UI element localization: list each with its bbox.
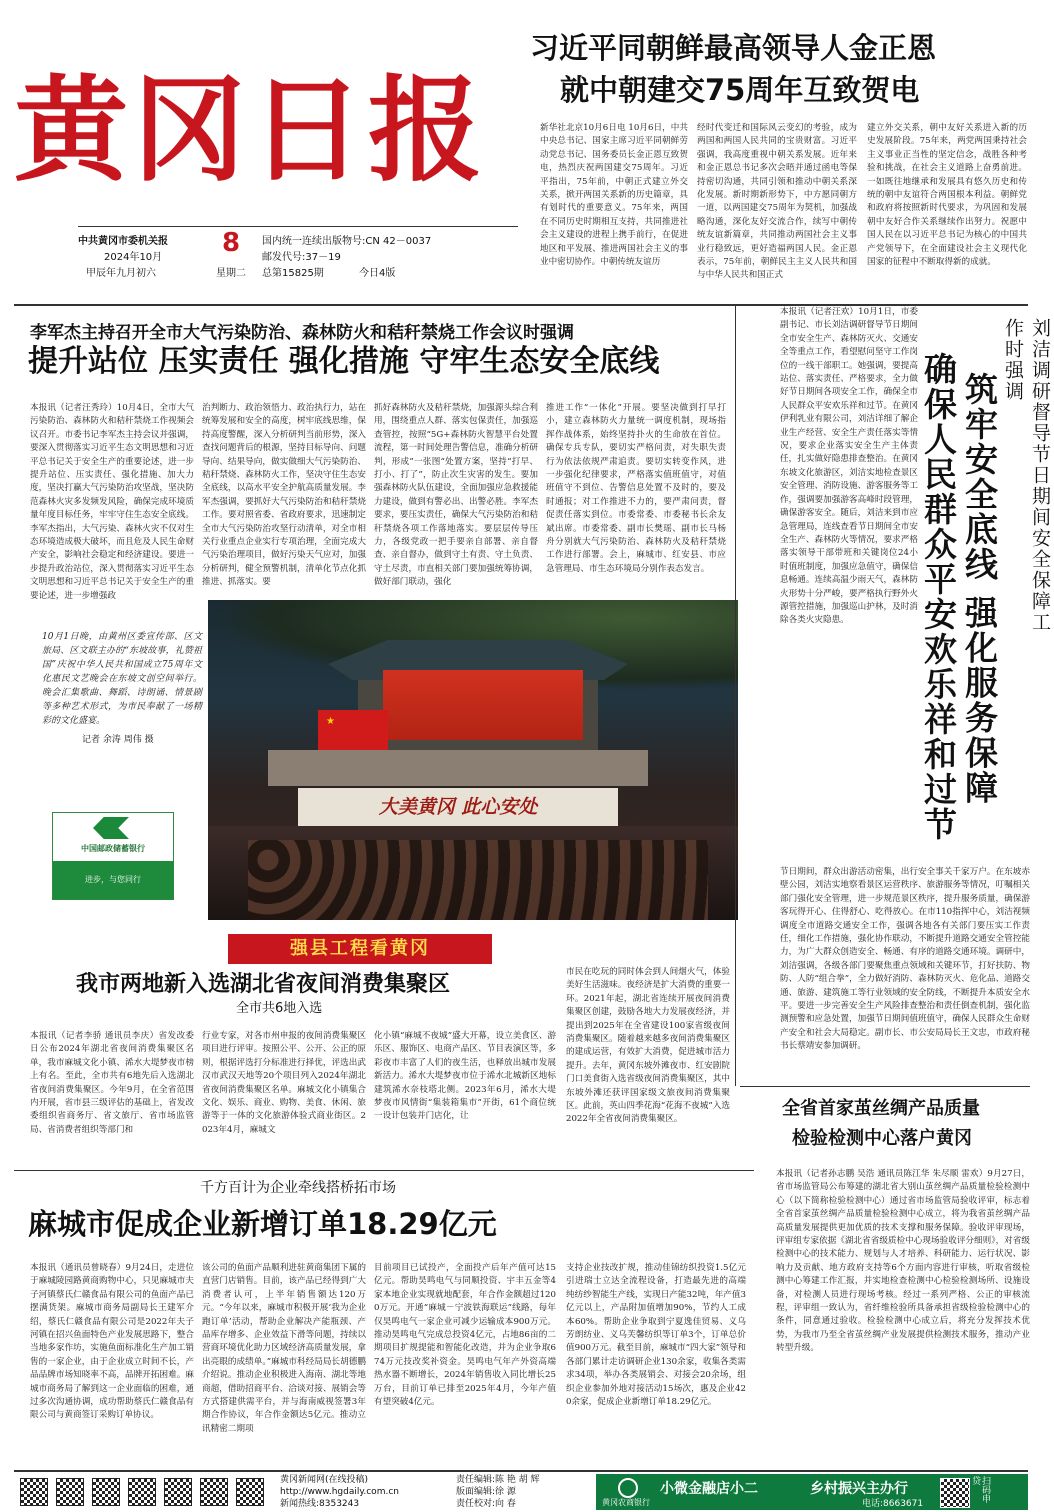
right-headline-2: 确保人民群众平安欢乐祥和过节 [919,352,958,842]
ad-slogan-2: 乡村振兴主办行 [810,1481,908,1497]
bottom-col-4: 支持企业技改扩规，推动佳锦纺织投资1.5亿元引进瑞士立达全流程设备，打造最先进的高端纯纺纱智能生产线，实现日产能32吨，年产值3亿元以上，产品附加值增加90%，节约人工成本60%。帮助企业争取到宁夏逸佳贸易、义乌芳朗纺业、义乌芙馨纺织等订单3个，订单总价值900万元。截至目前，麻城市“四大家”领导和各部门累计走访调研企业130余家，收集各类需求34项，举办各类展销会、对接会20余场，组织企业参加外地对接活动15场次，惠及企业420余家，促成企业新增订单18.29亿元。 [566,1263,746,1408]
right-headline-1: 筑牢安全底线 强化服务保障 [960,372,999,806]
rural-bank-name: 黄冈农商银行 [602,1498,650,1507]
photo-caption: 10月1日晚，由黄州区委宣传部、区文旅局、区文联主办的“东坡故事，礼赞祖国”庆祝中华人民共和国成立75周年文化惠民文艺晚会在东坡文创空间举行。晚会汇集歌曲、舞蹈、诗朗诵、情景剧等多种艺术形式，为市民奉献了一场精彩的文化盛宴。 [42,632,202,726]
masthead-title: 黄冈日报 [14,63,487,197]
top-story-headline-2: 就中朝建交75周年互致贺电 [560,73,920,107]
consumption-col-4: 市民在吃玩的同时体会到人间烟火气，体验美好生活滋味。夜经济是扩大消费的重要一环。2021年起，湖北省连续开展夜间消费集聚区创建，鼓励各地大力发展夜经济，并提出到2025年在全省建设100家省级夜间消费集聚区。随着越来越多夜间消费集聚区的建成运营，有效扩大消费，促进城市活力提升。去年，黄冈东坡外滩夜市、红安剧院门口美食街入选省级夜间消费集聚区，其中东坡外滩还获评国家级文旅夜间消费集聚区。此前，英山四季花海“花海不夜城”入选2022年全省夜间消费集聚区。 [566,967,730,1125]
total-issue: 总第15825期 [262,268,324,279]
footer-proof-editor: 责任校对:向 春 [456,1499,516,1509]
day-number: 8 [222,228,241,258]
bottom-col-1: 本报讯（通讯员曾晓春）9月24日，走进位于麻城陵园路黄商购物中心，只见麻城市夫子河镇蔡氏仁赣食品有限公司的鱼面产品已摆满货架。麻城市商务局副局长王建军介绍，蔡氏仁赣食品有限公司是2022年夫子河镇在招兴鱼面特色产业发展思路下，整合当地多家作坊，实施鱼面标准化生产加工销售的一家企业，由于企业成立时间不长，产品品牌市场知晓率不高，品牌开拓困难。麻城市商务局了解到这一企业面临的困难，通过多次沟通协调，成功帮助蔡氏仁赣食品有限公司与黄商签订采购订单协议。 [30,1263,194,1421]
ad-qr-label: 扫码申贷 [970,1476,990,1503]
edition-count: 今日4版 [359,268,396,279]
lead-kicker: 李军杰主持召开全市大气污染防治、森林防火和秸秆禁烧工作会议时强调 [30,323,574,343]
date-line: 2024年10月 [104,252,163,263]
consumption-headline: 我市两地新入选湖北省夜间消费集聚区 [76,972,451,997]
top-story-col-1: 新华社北京10月6日电 10月6日，中共中央总书记、国家主席习近平同朝鲜劳动党总书记、国务委员长金正恩互致贺电，热烈庆祝两国建交75周年。习近平指出，75年前，中朝正式建立外交关系，掀开两国关系新的历史篇章，具有划时代的重要意义。75年来，两国在不同历史时期相互支持，共同推进社会主义建设的进程上携手前行，在促进地区和平发展、推进两国社会主义的事业中密切协作。中朝传统友谊历 [540,123,688,268]
silk-headline-1: 全省首家茧丝绸产品质量 [782,1098,980,1119]
qr-code-icon [164,1478,192,1506]
ad-slogan-1: 小微金融店小二 [660,1481,758,1497]
top-story-col-3: 建立外交关系，朝中友好关系进入新的历史发展阶段。75年来，两党两国秉持社会主义事业正当性的坚定信念，战胜各种考验和挑战，在社会主义道路上奋勇前进。一如既往地继承和发展具有悠久历史和传统的朝中友谊符合两国根本利益。朝鲜党和政府将按照新时代要求，为巩固和发展朝中友好合作关系继续作出努力。祝愿中国人民在以习近平总书记为核心的中国共产党领导下，在全面建设社会主义现代化国家的征程中不断取得新的成就。 [867,123,1027,268]
bottom-col-3: 目前项目已试投产，全面投产后年产值可达15亿元。帮助昊鸣电气与同顺投资、宇丰五金等4家本地企业实现就地配套，年合作金额超过1200万元。开通“麻城－宁波铁海联运”线路，每年仅昊鸣电气一家企业可减少运输成本900万元。推动昊鸣电气完成总投资4亿元，占地86亩的二期项目扩规提能和智能化改造，并为企业争取674万元技改奖补资金。昊鸣电气年产外资高端热水器不断增长，2024年销售收入同比增长25万台，目前订单已排至2025年4月，今年产值有望突破4亿元。 [374,1263,556,1408]
consumption-col-3: 化小镇“麻城不夜城”盛大开幕，设立美食区、游乐区、服饰区、电商产品区、节目表演区等，多彩夜市丰富了人们的夜生活，也释放出城市发展新活力。浠水大堤梦夜市位于浠水北城新区地标建筑浠水奈枝塔北侧。2023年6月，浠水大堤梦夜市风情街“集装箱集市”开街，61个商位统一设计包装并门店化，让 [374,1031,556,1122]
footer-chief-editor: 责任编辑:陈 艳 胡 辉 [456,1475,540,1485]
consumption-subhead: 全市共6地入选 [236,1001,323,1016]
bottom-headline: 麻城市促成企业新增订单18.29亿元 [28,1207,497,1241]
consumption-col-1: 本报讯（记者李骄 通讯员李庆）省发改委日公布2024年湖北省夜间消费集聚区名单，我市麻城文化小镇、浠水大堤梦夜市榜上有名。至此，全市共有6地先后入选湖北省夜间消费集聚区。今年9月，在全省范围内开展，省市县三级评估的基础上，省发改委组织省商务厅、省文旅厅、省市场监管局、省消费者组织等部门和 [30,1031,194,1135]
rural-bank-ad [596,1474,1028,1510]
footer-layout-editor: 版面编辑:徐 源 [456,1487,516,1497]
qr-code-icon [128,1478,156,1506]
postal-bank-slogan: 进步，与您同行 [53,861,173,899]
lead-headline: 提升站位 压实责任 强化措施 守牢生态安全底线 [28,344,660,379]
footer-website[interactable]: http://www.hgdaily.com.cn [280,1487,399,1497]
right-story-col-2: 节日期间，群众出游活动密集，出行安全事关千家万户。在东坡赤壁公园，刘洁实地察看景区运营秩序、旅游服务等情况，叮嘱相关部门强化安全管理，进一步规范景区秩序，提升服务质量，确保游客玩得开心、住得舒心、吃得放心。在市110指挥中心，刘洁视频调度全市道路交通安全工作，强调各地各有关部门要压实工作责任，细化工作措施，强化协作联动，不断提升道路交通安全管控能力，为广大群众创造安全、畅通、有序的道路交通环境。调研中，刘洁强调，各级各部门要聚焦重点领域和关键环节，打好扶防、物防、人防“组合拳”，全力做好消防、森林防灭火、危化品、道路交通、旅游、建筑施工等行业领域的安全防线，不断提升本质安全水平。要进一步完善安全生产风险排查整治和责任倒查机制，强化监测预警和应急处置，加强节日期间值班值守，确保人民群众生命财产安全和社会大局稳定。副市长、市公安局局长王文忠，市政府秘书长蔡靖安参加调研。 [780,867,1030,1052]
lead-col-3: 抓好森林防火及秸秆禁烧，加强源头综合利用，围绕重点人群、落实包保责任，加强巡查管控，按照“5G+森林防火智慧平台处置流程，第一时间处理告警信息，准确分析研判，形成”一张图“处置方案，坚持“打早、打小、打了”，防止次生灾害的发生。要加强森林防火队伍建设，全面加强应急救援能力建设，做到有警必出、出警必胜。李军杰要求，要压实责任，确保大气污染防治和秸秆禁烧各项工作落地落实。要层层传导压力，各级党政一把手要亲自部署、亲自督查、亲自督办，做到守土有责、守土负责、守土尽责，市直相关部门要加强统筹协调，做好部门联动，强化 [374,403,538,588]
qr-code-icon [236,1478,264,1506]
bottom-col-2: 该公司的鱼面产品顺利进驻黄商集团下属的直营门店销售。目前，该产品已经得到广大消费者认可，上半年销售额达120万元。“今年以来，麻城市积极开展‘我为企业跑订单’活动，帮助企业解决产能瓶颈、产品库存增多、企业效益下滑等问题，持续以营商环境优化助力区域经济高质量发展，拿出亮眼的成绩单。”麻城市科经局局长胡德鹏介绍说。推动企业积极进入海南、湖北等地商超，借助招商平台、洽谈对接、展销会等方式搭建供需平台，并与海南威视签署3年期合作协议，年合作金额达5亿元。推动立讯精密二期项 [202,1263,366,1434]
bottom-kicker: 千方百计为企业牵线搭桥拓市场 [200,1180,396,1196]
ad-qr-code-icon [940,1478,970,1508]
lunar-date: 甲辰年九月初六 [86,268,156,279]
rural-bank-logo-icon [618,1478,638,1498]
lead-col-1: 本报讯（记者汪秀玲）10月4日，全市大气污染防治、森林防火和秸秆禁烧工作视频会议召开。市委书记李军杰主持会议并强调，要深入贯彻落实习近平生态文明思想和习近平总书记关于安全生产的重要论述，进一步提升站位、压实责任、强化措施、加大力度，坚决打赢大气污染防治攻坚战，坚决防范森林火灾多发频发风险，确保完成环境质量年度目标任务，牢牢守住生态安全底线。李军杰指出，大气污染、森林火灾不仅对生态环境造成极大破坏，而且危及人民生命财产安全，影响社会稳定和经济建设。要进一步提升政治站位，深入贯彻落实习近平生态文明思想和习近平总书记关于安全生产的重要论述，进一步增强政 [30,403,194,601]
postal-bank-logo-icon [93,817,129,839]
qr-code-icon [92,1478,120,1506]
qr-code-icon [20,1478,48,1506]
section-banner-label: 强县工程看黄冈 [290,938,430,959]
stage-banner: 大美黄冈 此心安处 [298,788,618,826]
lead-col-2: 治判断力、政治领悟力、政治执行力，站在统筹发展和安全的高度，树牢底线思维，保持高度警醒，深入分析研判当前形势，深入查找问题背后的根源，坚持目标导向、问题导向、结果导向，做实做细大气污染防治、秸秆禁烧、森林防火工作，坚决守住生态安全底线，以高水平安全护航高质量发展。李军杰强调，要抓好大气污染防治和秸秆禁烧工作。要对照省委、省政府要求，迅速制定全市大气污染防治攻坚行动清单，对全市相关行业重点企业实行专项治理，全面完成大气污染治理项目，做好污染天气应对，加强分析研判，健全预警机制，清单化节点化抓推进、抓落实。要 [202,403,366,588]
concert-photo: ★ 大美黄冈 此心安处 [208,600,738,920]
footer-left-qr-icons [20,1476,270,1508]
silk-headline-2: 检验检测中心落户黄冈 [792,1128,972,1149]
right-story-col-1: 本报讯（记者汪欢）10月1日，市委副书记、市长刘洁调研督导节日期间全市安全生产、森林防灭火、交通安全等重点工作，看望慰问坚守工作岗位的一线干部职工。她强调，要提高站位、落实责任、严格要求，全力做好节日期间各项安全工作，确保全市人民群众平安欢乐祥和过节。在黄冈伊利乳业有限公司，刘洁详细了解企业生产经营、安全生产责任落实等情况，要求企业落实安全生产主体责任，扎实做好隐患排查整治。在黄冈东坡文化旅游区，刘洁实地检查景区安全管理、消防设施、游客服务等工作，强调要加强游客高峰时段管理，确保游客安全。随后，刘洁来到市应急管理局，连线查看节日期间全市安全生产、森林防火等情况，要求严格落实领导干部带班和关键岗位24小时值班制度，加强应急值守，确保信息畅通。连续高温少雨天气，森林防火形势十分严峻，要严格执行野外火源管控措施，加强巡山护林，及时消除各类火灾隐患。 [780,307,918,626]
weekday: 星期二 [216,268,246,279]
footer-hotline: 新闻热线:8353243 [280,1499,360,1509]
top-story-headline-1: 习近平同朝鲜最高领导人金正恩 [530,31,937,65]
footer-network-label: 黄冈新闻网(在线投稿) [280,1475,369,1485]
postal-bank-ad [52,812,174,900]
top-story-col-2: 经时代变迁和国际风云变幻的考验，成为两国和两国人民共同的宝贵财富。习近平强调，我高度重视中朝关系发展。近年来和金正恩总书记多次会晤并通过函电等保持密切沟通，共同引领和推动中朝关系深化发展。新时期新形势下，中方愿同朝方一道，以两国建交75周年为契机，加强战略沟通，深化友好交流合作，续写中朝传统友谊新篇章，共同推动两国社会主义事业行稳致远，更好造福两国人民。金正恩表示，75年前，朝鲜民主主义人民共和国与中华人民共和国正式 [697,123,857,281]
lead-col-4: 推进工作“一体化”开展。要坚决做到打早打小，建立森林防火力量统一调度机制，现场指挥作战体系，始终坚持扑火的生命放在首位。确保专兵专队，要切实严格问责，对失职失责行为依法依规严肃追责。要切实转变作风，进一步强化纪律要求，严格落实值班值守，对值班值守不到位、告警信息处置不及时的，要及时通报；对工作推进不力的，要严肃问责，督促责任落实到位。市委常委、市委秘书长余友斌出席。市委常委、副市长樊瑶、副市长马杨舟分别就大气污染防治、森林防火及秸秆禁烧工作进行部署。会上，麻城市、红安县、市应急管理局、市生态环境局分别作表态发言。 [546,403,726,574]
postal-code: 邮发代号:37－19 [262,252,341,263]
cn-number: 国内统一连续出版物号:CN 42－0037 [262,236,432,247]
consumption-col-2: 行业专家，对各市州申报的夜间消费集聚区项目进行评审。按照公平、公开、公正的原则，根据评选打分标准进行择优，评选出武汉市武汉天地等20个项目列入2024年湖北省夜间消费集聚区名单。麻城文化小镇集合文化、娱乐、商业、购物、美食、休闲、旅游等于一体的文化旅游体验式商业街区。2023年4月，麻城文 [202,1031,366,1135]
postal-bank-name: 中国邮政储蓄银行 [81,844,145,853]
ad-phone: 电话:8663671 [862,1499,924,1509]
photo-caption-box [42,630,202,808]
silk-body: 本报讯（记者孙志鹏 吴浩 通讯员陈江华 朱尽顺 雷欢）9月27日，省市场监管局公布筹建的湖北省大别山茧丝绸产品质量检验检测中心（以下简称检验检测中心）通过省市场监管局验收评审，标志着全省首家茧丝绸产品质量检验检测中心成立，将为我省茧丝绸产品高质量发展提供更加优质的技术支撑和服务保障。验收评审现场，评审组专家依据《湖北省省级质检中心现场验收评分细则》，对省级检测中心的技术能力、规划与人才培养、科研能力、运行状况、影响力及贡献、地方政府支持等6个方面内容进行审核，听取省级检测中心筹建工作汇报，并实地检查检测中心检验检测场所、设施设备，对检测人员进行现场考核。经过一系列严格、公正的审核流程，评审组一致认为，省纤维检验所具备承担省级检验检测中心的条件，同意通过验收。检验检测中心成立后，将充分发挥技术优势，为我市乃至全省茧丝绸产业发展提供检测技术服务，推动产业转型升级。 [776,1169,1030,1354]
qr-code-icon [56,1478,84,1506]
publisher: 中共黄冈市委机关报 [78,236,168,247]
right-kicker: 刘洁调研督导节日期间安全保障工作时强调 [1002,318,1051,633]
qr-code-icon [200,1478,228,1506]
masthead [14,10,514,310]
section-banner [228,934,492,964]
photo-credit: 记者 余涛 周伟 摄 [82,735,154,745]
